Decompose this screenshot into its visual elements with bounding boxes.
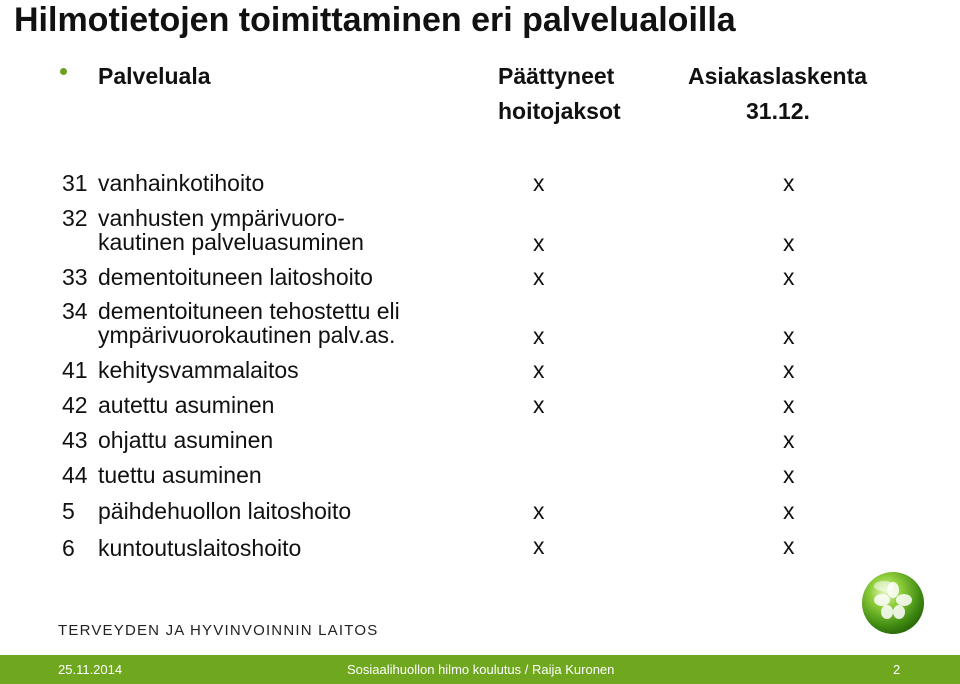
mark-asiakaslaskenta: x [783,462,795,488]
footer-date: 25.11.2014 [58,662,123,677]
mark-asiakaslaskenta: x [783,533,795,559]
mark-asiakaslaskenta: x [783,230,795,256]
row-label-line2: ympärivuorokautinen palv.as. [98,322,396,348]
header-date: 31.12. [746,98,810,124]
row-label: vanhusten ympärivuoro- [98,205,345,231]
header-hoitojaksot: hoitojaksot [498,98,621,124]
row-label: kehitysvammalaitos [98,357,299,383]
mark-paattyneet: x [533,533,545,559]
mark-paattyneet: x [533,392,545,418]
row-number: 33 [62,264,88,290]
mark-paattyneet: x [533,498,545,524]
header-paattyneet: Päättyneet [498,63,615,89]
page-number: 2 [893,662,901,677]
row-label: kuntoutuslaitoshoito [98,535,302,561]
mark-asiakaslaskenta: x [783,427,795,453]
mark-asiakaslaskenta: x [783,498,795,524]
row-number: 6 [62,535,75,561]
row-label: ohjattu asuminen [98,427,274,453]
mark-paattyneet: x [533,170,545,196]
organization-logo-text: TERVEYDEN JA HYVINVOINNIN LAITOS [58,622,379,639]
mark-asiakaslaskenta: x [783,264,795,290]
row-number: 34 [62,298,88,324]
mark-asiakaslaskenta: x [783,357,795,383]
row-number: 5 [62,498,75,524]
header-asiakaslaskenta: Asiakaslaskenta [688,63,868,89]
row-number: 32 [62,205,88,231]
row-label: dementoituneen laitoshoito [98,264,373,290]
mark-asiakaslaskenta: x [783,392,795,418]
mark-asiakaslaskenta: x [783,170,795,196]
mark-paattyneet: x [533,323,545,349]
row-label: dementoituneen tehostettu eli [98,298,400,324]
mark-paattyneet: x [533,357,545,383]
row-label: autettu asuminen [98,392,275,418]
mark-paattyneet: x [533,264,545,290]
slide-title: Hilmotietojen toimittaminen eri palvelualoilla [14,1,736,39]
header-palveluala: Palveluala [98,63,211,89]
row-number: 44 [62,462,88,488]
row-number: 31 [62,170,88,196]
row-number: 41 [62,357,88,383]
row-label: vanhainkotihoito [98,170,265,196]
footer-title: Sosiaalihuollon hilmo koulutus / Raija Kuronen [347,662,615,677]
row-label: päihdehuollon laitoshoito [98,498,352,524]
green-orb-icon [860,570,926,636]
footer-bar [0,655,960,684]
row-number: 42 [62,392,88,418]
row-label-line2: kautinen palveluasuminen [98,229,364,255]
row-number: 43 [62,427,88,453]
bullet-dot [60,68,67,75]
row-label: tuettu asuminen [98,462,262,488]
mark-paattyneet: x [533,230,545,256]
mark-asiakaslaskenta: x [783,323,795,349]
